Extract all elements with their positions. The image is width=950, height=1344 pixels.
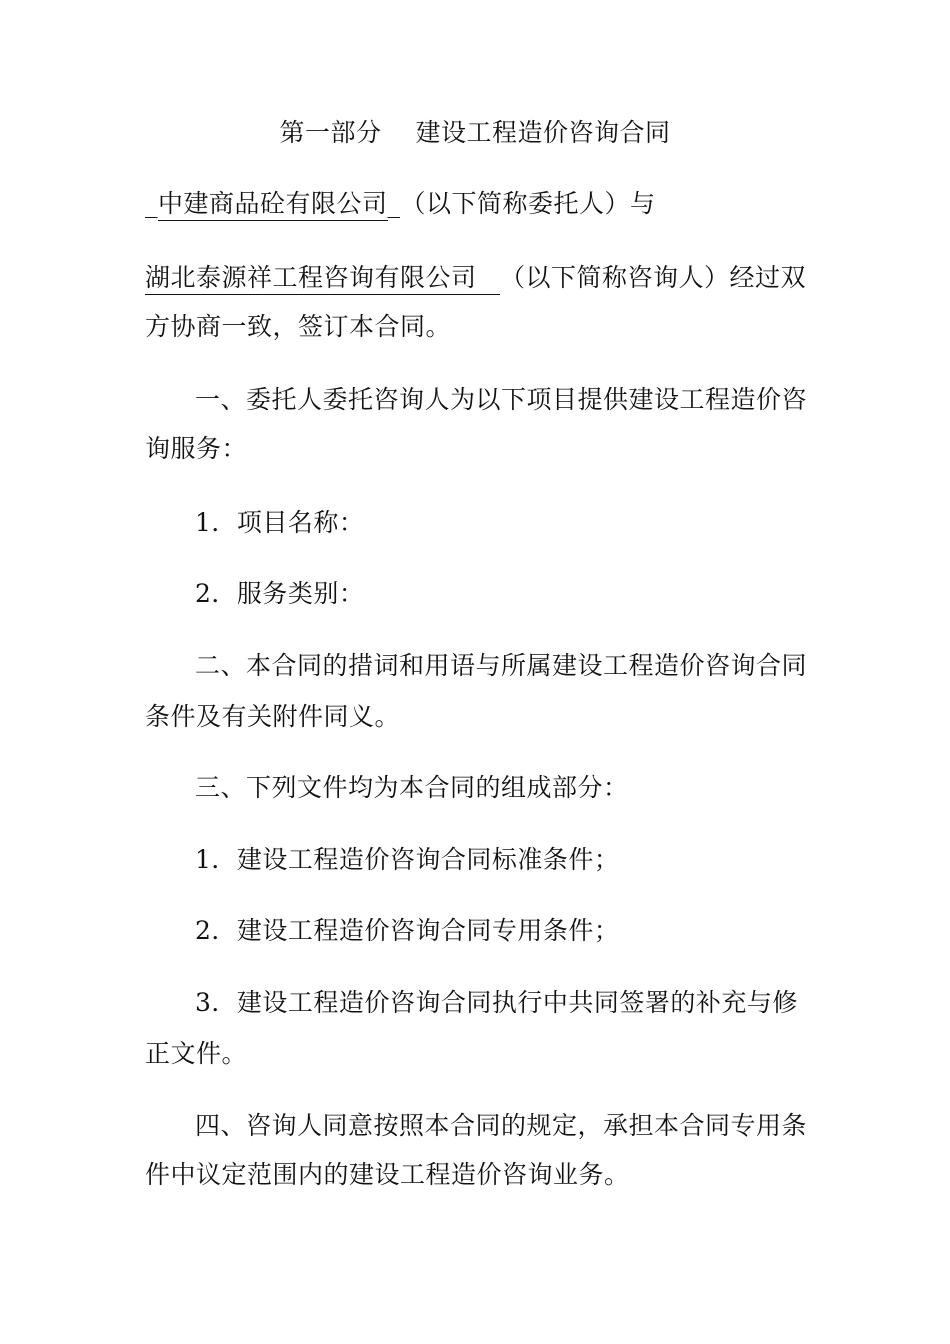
clause-3-item-1: 1．建设工程造价咨询合同标准条件； xyxy=(195,845,620,874)
consultant-name: 湖北泰源祥工程咨询有限公司 xyxy=(145,264,500,295)
clause-3-item-3-line-2: 正文件。 xyxy=(145,1039,248,1068)
clause-4-line-2: 件中议定范围内的建设工程造价咨询业务。 xyxy=(145,1160,630,1189)
client-suffix: _（以下简称委托人）与 xyxy=(387,189,656,218)
clause-2-line-1: 二、本合同的措词和用语与所属建设工程造价咨询合同 xyxy=(195,651,808,680)
clause-1-line-2: 询服务： xyxy=(145,434,248,463)
page-title: 第一部分 建设工程造价咨询合同 xyxy=(279,118,671,147)
client-line xyxy=(145,189,810,221)
client-prefix: _ xyxy=(145,189,158,218)
clause-3-item-2: 2．建设工程造价咨询合同专用条件； xyxy=(195,916,620,945)
clause-3-item-3-line-1: 3．建设工程造价咨询合同执行中共同签署的补充与修 xyxy=(195,988,798,1017)
clause-4-line-1: 四、咨询人同意按照本合同的规定，承担本合同专用条 xyxy=(195,1111,808,1140)
clause-3-line-1: 三、下列文件均为本合同的组成部分： xyxy=(195,773,629,802)
clause-2-line-2: 条件及有关附件同义。 xyxy=(145,702,401,731)
clause-1-line-1: 一、委托人委托咨询人为以下项目提供建设工程造价咨 xyxy=(195,385,808,414)
client-name: 中建商品砼有限公司 xyxy=(158,190,388,221)
consultant-line xyxy=(145,263,810,295)
consultant-line-2: 方协商一致，签订本合同。 xyxy=(145,312,452,341)
clause-1-item-2: 2．服务类别： xyxy=(195,579,365,608)
consultant-suffix: （以下简称咨询人）经过双 xyxy=(500,263,807,292)
clause-1-item-1: 1．项目名称： xyxy=(195,508,365,537)
